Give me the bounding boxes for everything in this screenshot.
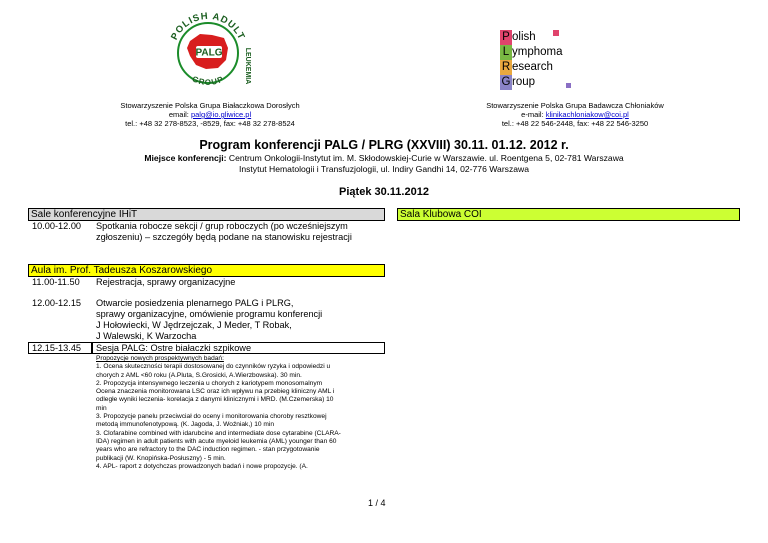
plrg-letter-r: R	[501, 61, 511, 73]
row-3-time: 12.00-12.15	[32, 298, 82, 308]
plrg-square-bottom	[566, 83, 571, 88]
session-line: 3. Propozycje panelu przeciwciał do oceny i monitorowania choroby resztkowej	[96, 413, 327, 421]
session-title-cell: Sesja PALG: Ostre białaczki szpikowe	[92, 342, 385, 354]
palg-center-text: PALG	[195, 47, 223, 59]
venue-line-2: Instytut Hematologii i Transfuzjologii, ul. Indiry Gandhi 14, 02-776 Warszawa	[238, 164, 530, 174]
session-line: 3. Clofarabine combined with idarubcine and intermediate dose cytarabine (CLARA-	[96, 429, 341, 437]
plrg-line-2	[500, 45, 563, 60]
session-line: 2. Propozycja intensywnego leczenia u chorych z kariotypem monosomalnym	[96, 379, 323, 387]
day-title: Piątek 30.11.2012	[339, 186, 429, 198]
session-line: chorych z AML <60 roku (A.Pluta, S.Grosicki, A.Wierzbowska). 30 min.	[96, 371, 302, 379]
session-line: Ocena znaczenia monitorowana LSC oraz ich wpływu na przebieg kliniczny AML i	[96, 388, 335, 396]
row-3-text: Otwarcie posiedzenia plenarnego PALG i PLRG, sprawy organizacyjne, omówienie programu konferencji J Hołowiecki, W Jędrzejczak, J Meder, T Robak, J Walewski, K Warzocha	[96, 298, 323, 341]
plrg-letter-g: G	[501, 76, 511, 88]
session-intro: Propozycje nowych prospektywnych badań:	[96, 355, 224, 362]
page-number: 1 / 4	[368, 498, 386, 508]
session-line: min	[96, 404, 107, 412]
venue-label: Miejsce konferencji:	[144, 153, 227, 163]
row-1-text: Spotkania robocze sekcji / grup roboczych (po wcześniejszym zgłoszeniu) – szczegóły będą podane na stanowisku rejestracji	[96, 221, 352, 242]
plrg-line-4	[500, 75, 535, 90]
session-line: 4. APL- raport z dotychczas prowadzonych badań i nowe propozycje. (A.	[96, 462, 308, 470]
left-org-email-line: email: palg@io.gliwice.pl	[168, 110, 252, 119]
session-line: IDA) regimen in adult patients with acute myeloid leukemia (AML) younger than 60	[96, 437, 337, 445]
svg-text:GROUP	[191, 74, 226, 87]
session-line: odległe wyniki leczenia- korelacja z danymi klinicznymi i MRD. (M.Czemerska) 10	[96, 396, 334, 404]
row-2-text: Rejestracja, sprawy organizacyjne	[96, 277, 236, 287]
row-1-time: 10.00-12.00	[32, 221, 82, 231]
plrg-word-3: esearch	[512, 61, 553, 73]
left-org-block	[75, 101, 345, 128]
palg-ring-top-text: POLISH ADULT	[169, 10, 247, 42]
left-org-email-link[interactable]: palg@io.gliwice.pl	[190, 110, 252, 119]
left-org-phone: tel.: +48 32 278-8523, -8529, fax: +48 32 278-8524	[125, 119, 295, 128]
plrg-square-top	[553, 30, 559, 36]
room-right-header: Sala Klubowa COI	[397, 208, 740, 221]
venue-address-1: Centrum Onkologii-Instytut im. M. Skłodowskiej-Curie w Warszawie. ul. Roentgena 5, 02-781 Warszawa	[226, 153, 624, 163]
plrg-word-2: ymphoma	[512, 46, 563, 58]
palg-logo	[160, 8, 256, 98]
plrg-letter-l: L	[500, 45, 512, 60]
plrg-letter-p: P	[500, 30, 512, 45]
venue-line-1	[0, 153, 768, 164]
right-org-block	[430, 101, 720, 128]
session-time-cell: 12.15-13.45	[28, 342, 92, 354]
session-line: 1. Ocena skuteczności terapii dostosowanej do czynników ryzyka i odpowiedzi u	[96, 363, 331, 371]
row-2-time: 11.00-11.50	[32, 277, 80, 287]
plrg-line-1	[500, 30, 536, 45]
right-org-phone: tel.: +48 22 546-2448, fax: +48 22 546-3250	[501, 119, 649, 128]
session-line: metodą immunofenotypową. (K. Jagoda, J. Woźniak,) 10 min	[96, 421, 274, 429]
palg-ring-right-text: LEUKEMIA	[244, 47, 251, 85]
room-left-header: Sale konferencyjne IHiT	[28, 208, 385, 221]
right-org-email-line: e-mail: klinikachloniakow@coi.pl	[521, 110, 629, 119]
plrg-word-4: roup	[512, 76, 536, 88]
session-line: publikacji (W. Knopińska-Posłuszny) - 5 min.	[96, 454, 226, 462]
plrg-line-3	[500, 60, 553, 75]
session-details	[96, 355, 388, 471]
palg-ring-bottom-text: GROUP	[190, 74, 226, 87]
right-org-name: Stowarzyszenie Polska Grupa Badawcza Chłoniaków	[486, 101, 664, 110]
session-line: years who are refractory to the DAC induction regimen. - stan przygotowanie	[96, 446, 320, 454]
left-org-name: Stowarzyszenie Polska Grupa Białaczkowa Dorosłych	[120, 101, 300, 110]
page-title: Program konferencji PALG / PLRG (XXVIII) 30.11. 01.12. 2012 r.	[199, 138, 569, 152]
plrg-word-1: olish	[512, 31, 536, 43]
right-org-email-link[interactable]: klinikachloniakow@coi.pl	[545, 110, 629, 119]
plrg-logo	[500, 30, 600, 100]
aula-header: Aula im. Prof. Tadeusza Koszarowskiego	[28, 264, 385, 277]
